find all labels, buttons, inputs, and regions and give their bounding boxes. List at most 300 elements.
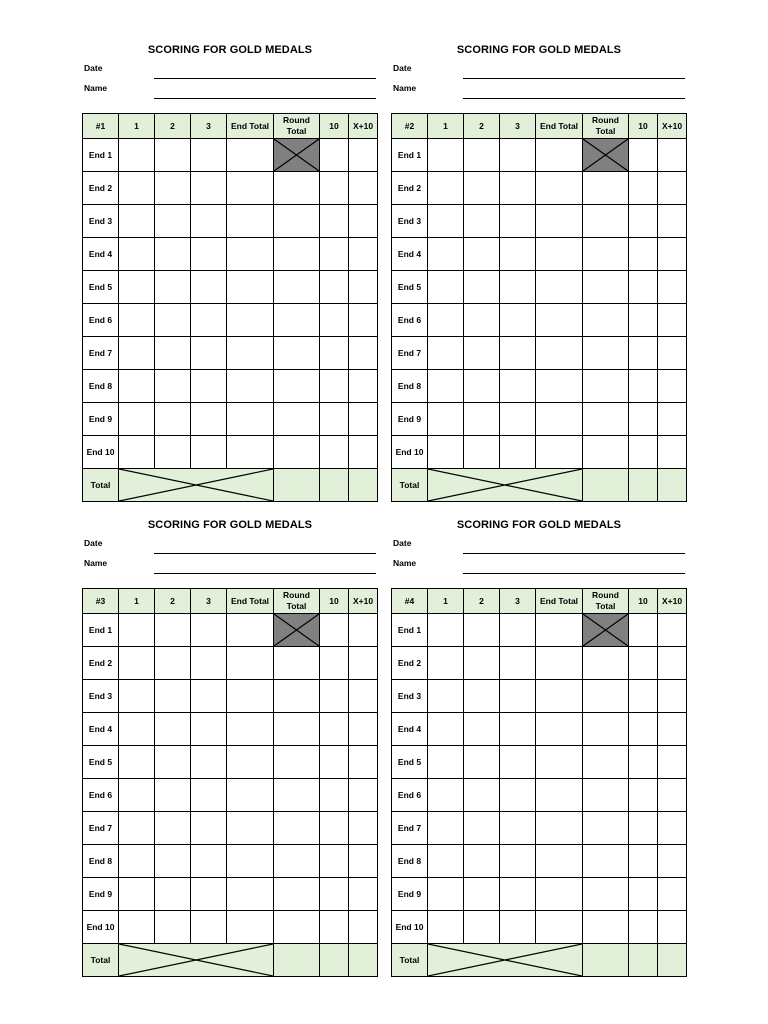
score-cell[interactable] xyxy=(500,370,536,403)
score-cell[interactable] xyxy=(583,205,629,238)
score-cell[interactable] xyxy=(119,845,155,878)
score-cell[interactable] xyxy=(428,436,464,469)
score-cell[interactable] xyxy=(274,647,320,680)
score-cell[interactable] xyxy=(629,271,658,304)
end-label: End 10 xyxy=(392,911,428,944)
score-cell[interactable] xyxy=(349,403,378,436)
score-cell[interactable] xyxy=(349,812,378,845)
score-cell[interactable] xyxy=(119,370,155,403)
score-cell[interactable] xyxy=(155,271,191,304)
score-cell[interactable] xyxy=(536,139,583,172)
score-cell[interactable] xyxy=(583,271,629,304)
score-cell[interactable] xyxy=(274,238,320,271)
score-cell[interactable] xyxy=(464,878,500,911)
score-cell[interactable] xyxy=(629,713,658,746)
score-cell[interactable] xyxy=(629,205,658,238)
score-cell[interactable] xyxy=(583,746,629,779)
score-cell[interactable] xyxy=(191,812,227,845)
score-cell[interactable] xyxy=(629,845,658,878)
score-cell[interactable] xyxy=(274,812,320,845)
score-cell[interactable] xyxy=(320,713,349,746)
score-cell[interactable] xyxy=(428,779,464,812)
score-cell[interactable] xyxy=(428,911,464,944)
score-cell[interactable] xyxy=(320,746,349,779)
score-cell[interactable] xyxy=(227,845,274,878)
score-cell[interactable] xyxy=(191,878,227,911)
total-cell[interactable] xyxy=(349,944,378,977)
score-cell[interactable] xyxy=(583,403,629,436)
score-cell[interactable] xyxy=(349,746,378,779)
score-cell[interactable] xyxy=(464,172,500,205)
total-cell[interactable] xyxy=(583,944,629,977)
score-cell[interactable] xyxy=(274,713,320,746)
score-cell[interactable] xyxy=(500,205,536,238)
score-cell[interactable] xyxy=(274,172,320,205)
score-cell[interactable] xyxy=(191,680,227,713)
score-cell[interactable] xyxy=(320,337,349,370)
total-cell[interactable] xyxy=(320,944,349,977)
score-cell[interactable] xyxy=(227,779,274,812)
score-cell[interactable] xyxy=(191,713,227,746)
score-cell[interactable] xyxy=(155,238,191,271)
score-cell[interactable] xyxy=(320,845,349,878)
score-cell[interactable] xyxy=(536,680,583,713)
blocked-cell-cross-icon xyxy=(274,614,319,646)
score-cell[interactable] xyxy=(191,205,227,238)
score-cell[interactable] xyxy=(583,436,629,469)
score-cell[interactable] xyxy=(629,139,658,172)
score-cell[interactable] xyxy=(191,238,227,271)
score-cell[interactable] xyxy=(500,139,536,172)
score-cell[interactable] xyxy=(274,746,320,779)
score-cell[interactable] xyxy=(274,845,320,878)
score-cell[interactable] xyxy=(191,403,227,436)
score-cell[interactable] xyxy=(658,779,687,812)
column-header: Round Total xyxy=(274,589,320,614)
score-cell[interactable] xyxy=(629,304,658,337)
score-cell[interactable] xyxy=(464,680,500,713)
score-cell[interactable] xyxy=(658,680,687,713)
total-cell[interactable] xyxy=(658,944,687,977)
score-cell[interactable] xyxy=(155,304,191,337)
score-cell[interactable] xyxy=(583,713,629,746)
score-cell[interactable] xyxy=(349,238,378,271)
score-cell[interactable] xyxy=(428,713,464,746)
column-header: End Total xyxy=(227,114,274,139)
score-cell[interactable] xyxy=(629,878,658,911)
score-cell[interactable] xyxy=(500,911,536,944)
score-cell[interactable] xyxy=(658,172,687,205)
score-cell[interactable] xyxy=(658,238,687,271)
score-cell[interactable] xyxy=(428,812,464,845)
date-field-line[interactable] xyxy=(463,78,685,79)
score-cell[interactable] xyxy=(536,614,583,647)
score-cell[interactable] xyxy=(155,779,191,812)
score-cell[interactable] xyxy=(155,845,191,878)
score-cell[interactable] xyxy=(274,779,320,812)
score-cell[interactable] xyxy=(119,878,155,911)
score-cell[interactable] xyxy=(119,172,155,205)
score-cell[interactable] xyxy=(119,812,155,845)
score-cell[interactable] xyxy=(155,647,191,680)
score-cell[interactable] xyxy=(583,304,629,337)
score-cell[interactable] xyxy=(191,271,227,304)
score-cell[interactable] xyxy=(658,337,687,370)
score-cell[interactable] xyxy=(155,812,191,845)
total-cell[interactable] xyxy=(658,469,687,502)
score-cell[interactable] xyxy=(536,403,583,436)
score-cell[interactable] xyxy=(274,205,320,238)
score-cell[interactable] xyxy=(227,238,274,271)
score-cell[interactable] xyxy=(227,647,274,680)
score-cell[interactable] xyxy=(464,436,500,469)
score-cell[interactable] xyxy=(349,878,378,911)
score-cell[interactable] xyxy=(349,680,378,713)
score-cell[interactable] xyxy=(227,812,274,845)
score-cell[interactable] xyxy=(320,911,349,944)
score-cell[interactable] xyxy=(583,845,629,878)
score-cell[interactable] xyxy=(320,139,349,172)
score-cell[interactable] xyxy=(464,911,500,944)
score-cell[interactable] xyxy=(658,746,687,779)
score-cell[interactable] xyxy=(227,205,274,238)
score-cell[interactable] xyxy=(583,370,629,403)
score-cell[interactable] xyxy=(191,337,227,370)
score-cell[interactable] xyxy=(349,370,378,403)
score-cell[interactable] xyxy=(500,238,536,271)
total-cell[interactable] xyxy=(629,944,658,977)
score-cell[interactable] xyxy=(119,680,155,713)
score-cell[interactable] xyxy=(428,370,464,403)
score-cell[interactable] xyxy=(658,139,687,172)
score-cell[interactable] xyxy=(583,779,629,812)
score-cell[interactable] xyxy=(629,647,658,680)
score-cell[interactable] xyxy=(191,304,227,337)
score-cell[interactable] xyxy=(629,370,658,403)
score-cell[interactable] xyxy=(155,911,191,944)
score-cell[interactable] xyxy=(629,680,658,713)
score-cell[interactable] xyxy=(464,271,500,304)
score-cell[interactable] xyxy=(191,779,227,812)
score-cell[interactable] xyxy=(155,746,191,779)
score-cell[interactable] xyxy=(274,304,320,337)
score-cell[interactable] xyxy=(349,647,378,680)
score-cell[interactable] xyxy=(428,614,464,647)
score-cell[interactable] xyxy=(629,779,658,812)
score-cell[interactable] xyxy=(119,205,155,238)
score-cell[interactable] xyxy=(428,172,464,205)
score-cell[interactable] xyxy=(428,878,464,911)
score-cell[interactable] xyxy=(536,370,583,403)
score-cell[interactable] xyxy=(500,878,536,911)
score-cell[interactable] xyxy=(658,647,687,680)
score-cell[interactable] xyxy=(320,647,349,680)
score-cell[interactable] xyxy=(349,614,378,647)
score-cell[interactable] xyxy=(500,647,536,680)
score-cell[interactable] xyxy=(119,238,155,271)
score-cell[interactable] xyxy=(500,337,536,370)
score-cell[interactable] xyxy=(583,812,629,845)
score-cell[interactable] xyxy=(320,878,349,911)
score-cell[interactable] xyxy=(274,337,320,370)
score-cell[interactable] xyxy=(658,878,687,911)
score-cell[interactable] xyxy=(500,713,536,746)
score-cell[interactable] xyxy=(191,647,227,680)
date-field-line[interactable] xyxy=(463,553,685,554)
score-cell[interactable] xyxy=(320,271,349,304)
score-cell[interactable] xyxy=(227,436,274,469)
score-cell[interactable] xyxy=(227,614,274,647)
score-cell[interactable] xyxy=(227,370,274,403)
name-field-line[interactable] xyxy=(154,573,376,574)
score-cell[interactable] xyxy=(119,779,155,812)
score-cell[interactable] xyxy=(536,205,583,238)
score-cell[interactable] xyxy=(583,647,629,680)
score-cell[interactable] xyxy=(428,845,464,878)
score-cell[interactable] xyxy=(658,436,687,469)
score-cell[interactable] xyxy=(464,845,500,878)
score-cell[interactable] xyxy=(583,911,629,944)
score-cell[interactable] xyxy=(349,779,378,812)
score-cell[interactable] xyxy=(500,779,536,812)
score-cell[interactable] xyxy=(119,139,155,172)
score-cell[interactable] xyxy=(320,680,349,713)
score-cell[interactable] xyxy=(658,713,687,746)
score-cell[interactable] xyxy=(658,614,687,647)
score-cell[interactable] xyxy=(464,370,500,403)
score-cell[interactable] xyxy=(536,911,583,944)
date-field-line[interactable] xyxy=(154,553,376,554)
score-cell[interactable] xyxy=(155,370,191,403)
score-cell[interactable] xyxy=(191,614,227,647)
score-cell[interactable] xyxy=(227,680,274,713)
score-cell[interactable] xyxy=(536,304,583,337)
score-cell[interactable] xyxy=(583,238,629,271)
score-cell[interactable] xyxy=(191,172,227,205)
score-cell[interactable] xyxy=(349,337,378,370)
score-cell[interactable] xyxy=(119,746,155,779)
score-cell[interactable] xyxy=(658,205,687,238)
score-cell[interactable] xyxy=(629,337,658,370)
name-field-line[interactable] xyxy=(154,98,376,99)
score-cell[interactable] xyxy=(500,614,536,647)
score-cell[interactable] xyxy=(428,647,464,680)
score-cell[interactable] xyxy=(119,304,155,337)
total-cell[interactable] xyxy=(349,469,378,502)
total-cell[interactable] xyxy=(583,469,629,502)
score-cell[interactable] xyxy=(428,238,464,271)
score-cell[interactable] xyxy=(658,271,687,304)
score-cell[interactable] xyxy=(500,172,536,205)
score-cell[interactable] xyxy=(227,139,274,172)
score-cell[interactable] xyxy=(629,172,658,205)
score-cell[interactable] xyxy=(320,779,349,812)
score-cell[interactable] xyxy=(464,812,500,845)
score-cell[interactable] xyxy=(658,403,687,436)
score-cell[interactable] xyxy=(119,713,155,746)
score-cell[interactable] xyxy=(191,370,227,403)
score-cell[interactable] xyxy=(155,139,191,172)
score-cell[interactable] xyxy=(320,370,349,403)
score-cell[interactable] xyxy=(536,713,583,746)
score-cell[interactable] xyxy=(428,304,464,337)
score-cell[interactable] xyxy=(428,139,464,172)
score-cell[interactable] xyxy=(658,304,687,337)
score-cell[interactable] xyxy=(658,911,687,944)
name-field-line[interactable] xyxy=(463,98,685,99)
score-cell[interactable] xyxy=(583,878,629,911)
score-cell[interactable] xyxy=(227,878,274,911)
score-cell[interactable] xyxy=(629,812,658,845)
score-cell[interactable] xyxy=(274,436,320,469)
score-cell[interactable] xyxy=(583,680,629,713)
score-cell[interactable] xyxy=(500,271,536,304)
score-cell[interactable] xyxy=(500,680,536,713)
score-cell[interactable] xyxy=(464,713,500,746)
score-cell[interactable] xyxy=(119,614,155,647)
score-cell[interactable] xyxy=(464,403,500,436)
score-cell[interactable] xyxy=(119,337,155,370)
score-cell[interactable] xyxy=(629,238,658,271)
score-cell[interactable] xyxy=(536,779,583,812)
score-cell[interactable] xyxy=(274,680,320,713)
score-cell[interactable] xyxy=(464,139,500,172)
score-cell[interactable] xyxy=(349,911,378,944)
score-cell[interactable] xyxy=(536,271,583,304)
total-cell[interactable] xyxy=(320,469,349,502)
score-cell[interactable] xyxy=(349,205,378,238)
score-cell[interactable] xyxy=(119,403,155,436)
score-cell[interactable] xyxy=(536,436,583,469)
score-cell[interactable] xyxy=(155,436,191,469)
score-cell[interactable] xyxy=(155,172,191,205)
score-cell[interactable] xyxy=(500,845,536,878)
score-cell[interactable] xyxy=(274,911,320,944)
total-cell[interactable] xyxy=(629,469,658,502)
score-cell[interactable] xyxy=(349,139,378,172)
score-cell[interactable] xyxy=(191,139,227,172)
score-cell[interactable] xyxy=(583,337,629,370)
score-cell[interactable] xyxy=(227,403,274,436)
name-field-line[interactable] xyxy=(463,573,685,574)
score-cell[interactable] xyxy=(500,746,536,779)
score-cell[interactable] xyxy=(658,812,687,845)
score-cell[interactable] xyxy=(464,238,500,271)
score-cell[interactable] xyxy=(658,845,687,878)
date-field-line[interactable] xyxy=(154,78,376,79)
score-cell[interactable] xyxy=(349,304,378,337)
score-cell[interactable] xyxy=(155,337,191,370)
score-cell[interactable] xyxy=(320,812,349,845)
score-cell[interactable] xyxy=(629,614,658,647)
score-cell[interactable] xyxy=(119,911,155,944)
score-cell[interactable] xyxy=(155,680,191,713)
score-cell[interactable] xyxy=(428,337,464,370)
score-cell[interactable] xyxy=(629,403,658,436)
score-cell[interactable] xyxy=(155,205,191,238)
score-cell[interactable] xyxy=(428,680,464,713)
score-cell[interactable] xyxy=(227,304,274,337)
score-cell[interactable] xyxy=(274,370,320,403)
score-cell[interactable] xyxy=(155,713,191,746)
total-cell[interactable] xyxy=(274,469,320,502)
total-cell[interactable] xyxy=(274,944,320,977)
score-cell[interactable] xyxy=(428,746,464,779)
score-cell[interactable] xyxy=(464,205,500,238)
score-cell[interactable] xyxy=(191,911,227,944)
score-cell[interactable] xyxy=(227,172,274,205)
score-cell[interactable] xyxy=(227,713,274,746)
score-cell[interactable] xyxy=(274,271,320,304)
score-cell[interactable] xyxy=(629,911,658,944)
score-cell[interactable] xyxy=(536,647,583,680)
score-cell[interactable] xyxy=(119,436,155,469)
score-cell[interactable] xyxy=(536,845,583,878)
score-cell[interactable] xyxy=(536,812,583,845)
score-cell[interactable] xyxy=(500,304,536,337)
score-cell[interactable] xyxy=(320,172,349,205)
score-cell[interactable] xyxy=(274,403,320,436)
score-cell[interactable] xyxy=(320,436,349,469)
score-cell[interactable] xyxy=(320,205,349,238)
score-cell[interactable] xyxy=(428,271,464,304)
score-cell[interactable] xyxy=(500,436,536,469)
score-cell[interactable] xyxy=(320,403,349,436)
score-cell[interactable] xyxy=(119,271,155,304)
score-cell[interactable] xyxy=(349,845,378,878)
score-cell[interactable] xyxy=(464,746,500,779)
score-cell[interactable] xyxy=(155,403,191,436)
score-cell[interactable] xyxy=(464,779,500,812)
score-cell[interactable] xyxy=(320,614,349,647)
score-cell[interactable] xyxy=(155,878,191,911)
score-cell[interactable] xyxy=(349,271,378,304)
score-cell[interactable] xyxy=(227,911,274,944)
score-cell[interactable] xyxy=(536,172,583,205)
score-cell[interactable] xyxy=(629,746,658,779)
score-cell[interactable] xyxy=(658,370,687,403)
score-cell[interactable] xyxy=(191,746,227,779)
score-cell[interactable] xyxy=(320,304,349,337)
score-cell[interactable] xyxy=(500,403,536,436)
score-cell[interactable] xyxy=(464,647,500,680)
score-cell[interactable] xyxy=(464,337,500,370)
score-cell[interactable] xyxy=(227,271,274,304)
score-cell[interactable] xyxy=(428,403,464,436)
score-cell[interactable] xyxy=(536,337,583,370)
score-cell[interactable] xyxy=(274,878,320,911)
score-cell[interactable] xyxy=(119,647,155,680)
score-cell[interactable] xyxy=(500,812,536,845)
score-cell[interactable] xyxy=(227,746,274,779)
score-cell[interactable] xyxy=(349,436,378,469)
score-cell[interactable] xyxy=(349,713,378,746)
score-cell[interactable] xyxy=(536,746,583,779)
score-cell[interactable] xyxy=(191,845,227,878)
score-cell[interactable] xyxy=(227,337,274,370)
score-cell[interactable] xyxy=(583,172,629,205)
score-cell[interactable] xyxy=(191,436,227,469)
score-cell[interactable] xyxy=(464,614,500,647)
score-cell[interactable] xyxy=(428,205,464,238)
score-cell[interactable] xyxy=(349,172,378,205)
score-cell[interactable] xyxy=(536,878,583,911)
score-cell[interactable] xyxy=(320,238,349,271)
score-cell[interactable] xyxy=(464,304,500,337)
score-cell[interactable] xyxy=(536,238,583,271)
score-cell[interactable] xyxy=(155,614,191,647)
score-cell[interactable] xyxy=(629,436,658,469)
